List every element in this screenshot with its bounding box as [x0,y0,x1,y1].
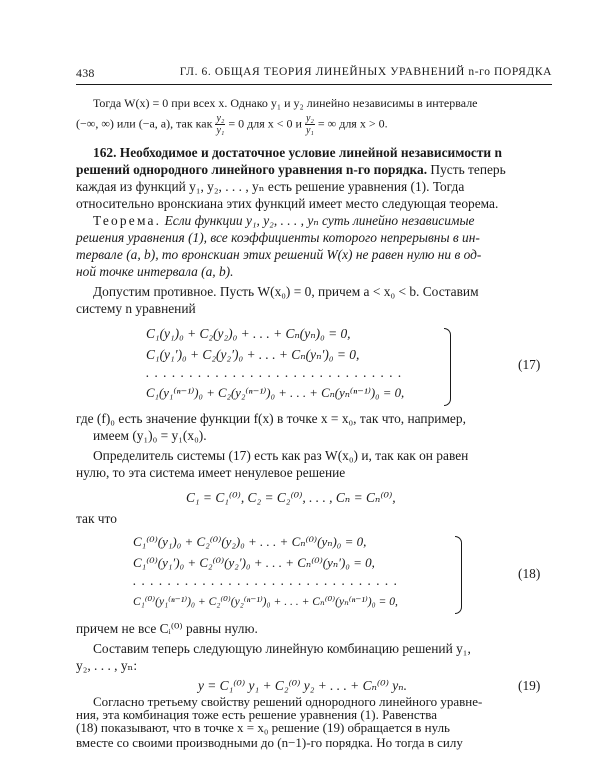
fraction-y2-y1-b: $\frac{\text{y₂}}{\text{y₁}}$ [305,113,314,136]
running-title: ГЛ. 6. ОБЩАЯ ТЕОРИЯ ЛИНЕЙНЫХ УРАВНЕНИЙ n-го ПОРЯДКА [179,66,552,78]
system18-row-last: C₁⁽⁰⁾(y₁⁽ⁿ⁻¹⁾)₀ + C₂⁽⁰⁾(y₂⁽ⁿ⁻¹⁾)₀ + . . . + Cₙ⁽⁰⁾(yₙ⁽ⁿ⁻¹⁾)₀ = 0, [133,595,398,608]
system17-brace [444,328,451,406]
system18-brace [455,536,462,614]
theorem-text-1: Если функции y₁, y₂, . . . , yₙ суть линейно независимые [164,213,475,228]
after17-line-4: нулю, то эта система имеет ненулевое решение [76,465,346,480]
section-line-3: каждая из функций y₁, y₂, . . . , yₙ есть решение уравнения (1). Тогда [76,179,465,194]
intro-line-2b: = 0 для x < 0 и [228,116,302,131]
nonzero-solution: C₁ = C₁⁽⁰⁾, C₂ = C₂⁽⁰⁾, . . . , Cₙ = Cₙ⁽⁰⁾, [186,490,396,505]
after18-line-1: причем не все Cᵢ⁽⁰⁾ равны нулю. [76,621,258,636]
theorem-line-1 [93,213,474,229]
intro-line-2 [76,113,388,136]
system17-row-2: C₁(y₁′)₀ + C₂(y₂′)₀ + . . . + Cₙ(yₙ′)₀ = 0, [146,347,360,362]
section-heading-line-1 [93,145,502,161]
proof-line-2: систему n уравнений [76,301,196,316]
section-title-1: Необходимое и достаточное условие линейной независимости n [119,145,502,160]
system18-row-1: C₁⁽⁰⁾(y₁)₀ + C₂⁽⁰⁾(y₂)₀ + . . . + Cₙ⁽⁰⁾(yₙ)₀ = 0, [133,534,367,549]
theorem-label: Теорема. [93,213,162,228]
section-heading-line-2 [76,162,506,178]
after17-line-3: Определитель системы (17) есть как раз W(x₀) и, так как он равен [93,448,469,463]
theorem-line-4: ной точке интервала (a, b). [76,264,234,279]
system17-row-last: C₁(y₁⁽ⁿ⁻¹⁾)₀ + C₂(y₂⁽ⁿ⁻¹⁾)₀ + . . . + Cₙ(yₙ⁽ⁿ⁻¹⁾)₀ = 0, [146,386,405,400]
after18-line-3: y₂, . . . , yₙ: [76,658,138,673]
equation-19: y = C₁⁽⁰⁾ y₁ + C₂⁽⁰⁾ y₂ + . . . + Cₙ⁽⁰⁾ yₙ. [198,678,407,693]
fraction-y2-y1-a: $\frac{\text{y₂}}{\text{y₁}}$ [216,113,225,136]
so-that-text: так что [76,511,117,526]
final-line-2: ния, эта комбинация тоже есть решение уравнения (1). Равенства [76,707,438,722]
after17-line-1: где (f)₀ есть значение функции f(x) в точке x = x₀, так что, например, [76,411,466,426]
section-number: 162. [93,145,117,160]
header-rule [76,84,552,85]
section-line-4: относительно вронскиана этих функций имеет место следующая теорема. [76,196,499,211]
intro-line-1: Тогда W(x) = 0 при всех x. Однако y₁ и y₂ линейно независимы в интервале [93,96,478,110]
proof-line-1: Допустим противное. Пусть W(x₀) = 0, причем a < x₀ < b. Составим [93,284,479,299]
intro-line-2c: = ∞ для x > 0. [317,116,388,131]
section-title-2: решений однородного линейного уравнения n-го порядка. [76,162,428,177]
system17-row-dots: . . . . . . . . . . . . . . . . . . . . . . . . . . . . . . [146,365,403,380]
system18-row-2: C₁⁽⁰⁾(y₁′)₀ + C₂⁽⁰⁾(y₂′)₀ + . . . + Cₙ⁽⁰⁾(yₙ′)₀ = 0, [133,555,375,570]
equation-number-17: (17) [518,357,541,372]
section-title-tail: Пусть теперь [430,162,506,177]
system17-row-1: C₁(y₁)₀ + C₂(y₂)₀ + . . . + Cₙ(yₙ)₀ = 0, [146,326,351,341]
final-line-4: вместе со своими производными до (n−1)-го порядка. Но тогда в силу [76,735,463,750]
equation-number-18: (18) [518,566,541,581]
theorem-line-2: решения уравнения (1), все коэффициенты которого непрерывны в ин- [76,230,480,245]
final-line-3: (18) показывают, что в точке x = x₀ решение (19) обращается в нуль [76,720,450,735]
intro-line-2a: (−∞, ∞) или (−a, a), так как [76,116,213,131]
after18-line-2: Составим теперь следующую линейную комбинацию решений y₁, [93,641,471,656]
system18-row-dots: . . . . . . . . . . . . . . . . . . . . . . . . . . . . . . . [133,573,399,588]
final-line-1: Согласно третьему свойству решений однородного линейного уравне- [93,694,483,709]
page-number: 438 [76,66,95,80]
after17-line-2: имеем (y₁)₀ = y₁(x₀). [93,428,207,443]
theorem-line-3: тервале (a, b), то вронскиан этих решений W(x) не равен нулю ни в од- [76,247,482,262]
equation-number-19: (19) [518,678,541,693]
